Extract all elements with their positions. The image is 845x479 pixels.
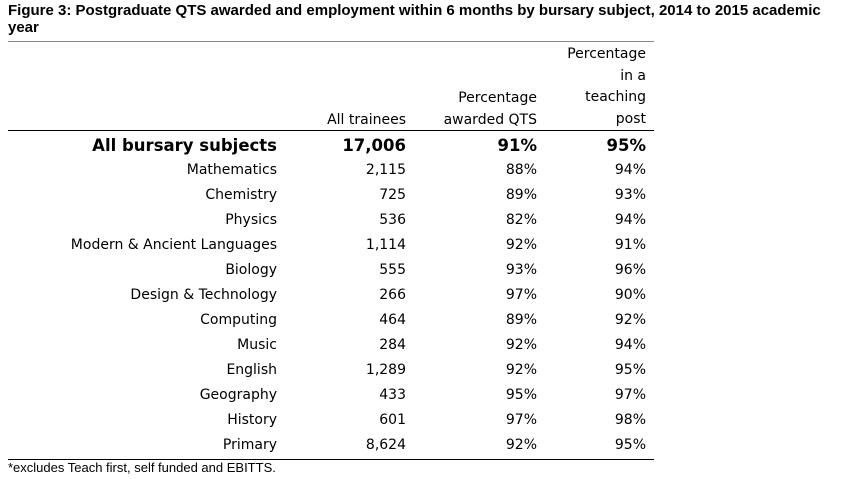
awarded-qts-cell: 82%	[505, 212, 537, 228]
table-row	[0, 333, 660, 358]
teaching-post-cell: 91%	[614, 237, 646, 253]
header-divider	[8, 130, 654, 131]
subject-cell: Computing	[200, 312, 277, 328]
all-trainees-cell: 725	[379, 187, 406, 203]
awarded-qts-cell: 97%	[505, 412, 537, 428]
table-row	[0, 258, 660, 283]
all-trainees-cell: 601	[379, 412, 406, 428]
table-row	[0, 158, 660, 183]
awarded-qts-cell: 92%	[505, 437, 537, 453]
subject-cell: English	[226, 362, 277, 378]
awarded-qts-cell: 92%	[505, 362, 537, 378]
all-trainees-cell: 284	[379, 337, 406, 353]
all-trainees-cell: 266	[379, 287, 406, 303]
all-trainees-cell: 1,114	[365, 237, 406, 253]
awarded-qts-cell: 92%	[505, 237, 537, 253]
teaching-post-cell: 96%	[614, 262, 646, 278]
subject-cell: Design & Technology	[130, 287, 277, 303]
teaching-post-cell: 95%	[614, 437, 646, 453]
teaching-post-cell: 97%	[614, 387, 646, 403]
table-row	[0, 233, 660, 258]
footnote: *excludes Teach first, self funded and EBITTS.	[8, 460, 276, 475]
column-header-all-trainees	[327, 110, 406, 132]
subject-cell: Chemistry	[205, 187, 277, 203]
all-trainees-cell: 536	[379, 212, 406, 228]
subject-cell: Physics	[225, 212, 277, 228]
awarded-qts-cell: 88%	[505, 162, 537, 178]
column-header-all-trainees-label: All trainees	[327, 112, 406, 128]
subject-cell: History	[227, 412, 277, 428]
all-trainees-cell: 464	[379, 312, 406, 328]
table-row	[0, 358, 660, 383]
awarded-qts-cell: 92%	[505, 337, 537, 353]
awarded-qts-cell: 91%	[497, 136, 537, 155]
teaching-post-cell: 94%	[614, 337, 646, 353]
teaching-post-cell: 94%	[614, 212, 646, 228]
column-header-awarded-qts	[444, 88, 537, 131]
teaching-post-cell: 98%	[614, 412, 646, 428]
awarded-qts-cell: 89%	[505, 312, 537, 328]
teaching-post-cell: 94%	[614, 162, 646, 178]
table-row	[0, 308, 660, 333]
awarded-qts-cell: 97%	[505, 287, 537, 303]
subject-cell: Geography	[199, 387, 277, 403]
all-trainees-cell: 2,115	[365, 162, 406, 178]
table-row	[0, 383, 660, 408]
data-table	[0, 133, 660, 458]
awarded-qts-cell: 95%	[505, 387, 537, 403]
subject-cell: All bursary subjects	[92, 136, 277, 155]
column-header-awarded-qts-line2: awarded QTS	[443, 111, 537, 128]
all-trainees-cell: 433	[379, 387, 406, 403]
all-trainees-cell: 1,289	[365, 362, 406, 378]
figure-title: Figure 3: Postgraduate QTS awarded and employment within 6 months by bursary subject, 2014 to 2015 academic year	[8, 2, 821, 36]
all-trainees-cell: 8,624	[365, 437, 406, 453]
subject-cell: Mathematics	[186, 162, 277, 178]
teaching-post-cell: 93%	[614, 187, 646, 203]
awarded-qts-cell: 93%	[505, 262, 537, 278]
all-trainees-cell: 17,006	[342, 136, 406, 155]
column-header-teaching-post-line2: in a	[620, 67, 646, 84]
teaching-post-cell: 95%	[614, 362, 646, 378]
teaching-post-cell: 90%	[614, 287, 646, 303]
column-header-teaching-post-line1: Percentage	[567, 46, 646, 62]
subject-cell: Biology	[225, 262, 277, 278]
column-header-teaching-post-line3: teaching	[585, 89, 646, 105]
column-header-awarded-qts-line1: Percentage	[458, 90, 537, 106]
awarded-qts-cell: 89%	[505, 187, 537, 203]
subject-cell: Primary	[222, 437, 277, 453]
column-header-teaching-post-line4: post	[615, 110, 646, 127]
table-row	[0, 433, 660, 458]
table-row-total	[0, 133, 660, 158]
column-header-teaching-post	[546, 44, 646, 130]
table-row	[0, 208, 660, 233]
table-row	[0, 183, 660, 208]
table-row	[0, 283, 660, 308]
table-row	[0, 408, 660, 433]
subject-cell: Modern & Ancient Languages	[70, 237, 277, 253]
teaching-post-cell: 92%	[614, 312, 646, 328]
teaching-post-cell: 95%	[606, 136, 646, 155]
top-divider	[8, 41, 654, 42]
subject-cell: Music	[237, 337, 277, 353]
all-trainees-cell: 555	[379, 262, 406, 278]
